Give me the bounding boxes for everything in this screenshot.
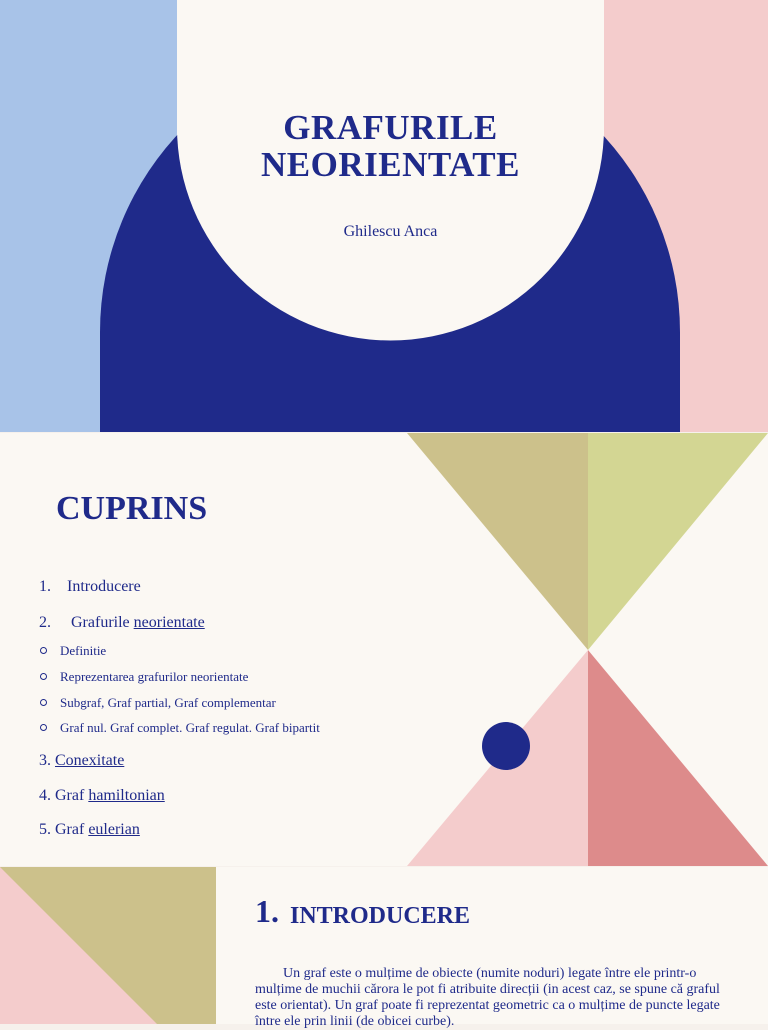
bullet-icon <box>40 724 47 731</box>
toc-number: 2. <box>39 614 51 631</box>
toc-label: Introducere <box>67 578 141 595</box>
bullet-icon <box>40 673 47 680</box>
khaki-triangle <box>407 433 588 650</box>
toc-item-1[interactable] <box>39 577 141 597</box>
toc-subitem[interactable]: Subgraf, Graf partial, Graf complementar <box>60 695 276 710</box>
toc-link[interactable]: neorientate <box>133 614 205 631</box>
author-name: Ghilescu Anca <box>343 223 438 240</box>
bullet-icon <box>40 699 47 706</box>
navy-dot <box>482 722 530 770</box>
rose-triangle <box>588 650 768 866</box>
toc-link[interactable]: Conexitate <box>55 752 125 769</box>
contents-heading: CUPRINS <box>56 490 208 527</box>
toc-subitem[interactable]: Graf nul. Graf complet. Graf regulat. Graf bipartit <box>60 720 320 735</box>
toc-subitem[interactable]: Definitie <box>60 643 107 658</box>
toc-number: 3. <box>39 752 51 769</box>
toc-item-3[interactable] <box>39 751 124 771</box>
toc-label: Grafurile <box>71 614 134 631</box>
lime-triangle <box>588 433 768 650</box>
toc-item-5[interactable] <box>39 820 140 840</box>
title-slide-background <box>0 0 768 432</box>
toc-number: 5. <box>39 821 51 838</box>
intro-line: Un graf este o mulțime de obiecte (numite noduri) legate între ele printr-o <box>283 966 697 981</box>
toc-item-4[interactable] <box>39 786 165 806</box>
intro-paragraph <box>255 966 760 1030</box>
intro-line: mulțime de muchii cărora le pot fi atribuite direcții (in acest caz, se spune că graful <box>255 982 720 997</box>
intro-line: între ele prin linii (de obicei curbe). <box>255 1014 455 1029</box>
intro-line: este orientat). Un graf poate fi reprezentat geometric ca o mulțime de puncte legate <box>255 998 720 1013</box>
toc-subitem[interactable]: Reprezentarea grafurilor neorientate <box>60 669 249 684</box>
bullet-icon <box>40 647 47 654</box>
toc-number: 4. <box>39 787 51 804</box>
title-slide <box>0 0 768 432</box>
slide-title <box>0 109 768 183</box>
section-heading: INTRODUCERE <box>290 903 471 929</box>
toc-label: Graf <box>55 821 89 838</box>
section-number: 1. <box>255 893 279 929</box>
toc-label: Graf <box>55 787 89 804</box>
toc-number: 1. <box>39 578 51 595</box>
toc-item-2[interactable] <box>39 613 205 633</box>
toc-link[interactable]: hamiltonian <box>88 787 165 804</box>
toc-link[interactable]: eulerian <box>88 821 140 838</box>
title-line-2: NEORIENTATE <box>261 145 520 184</box>
title-line-1: GRAFURILE <box>283 108 498 147</box>
